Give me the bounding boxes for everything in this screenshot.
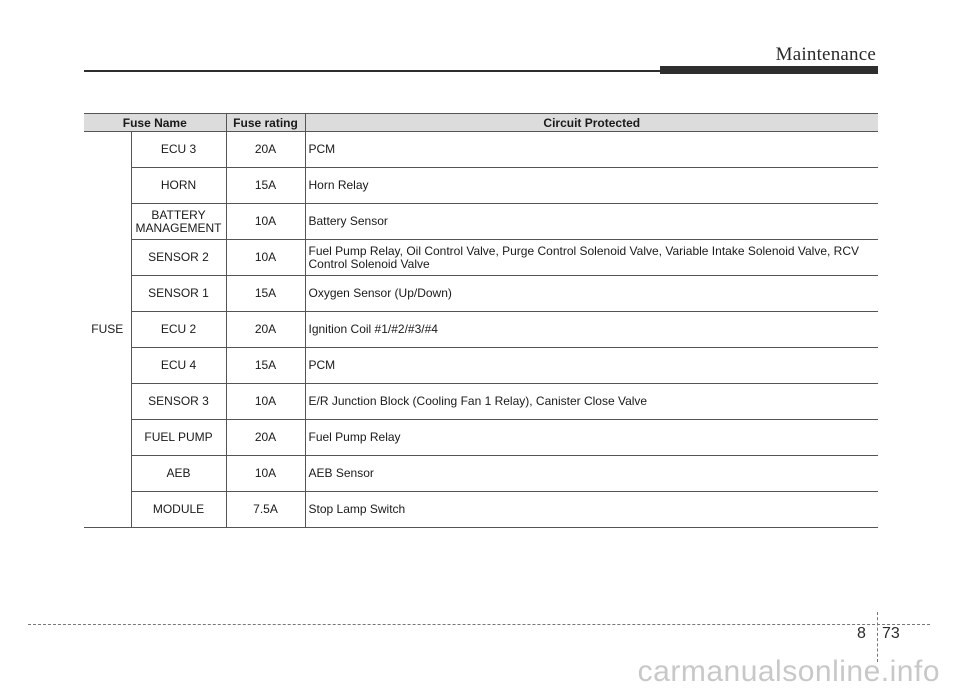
- circuit-protected-cell: Oxygen Sensor (Up/Down): [305, 276, 878, 312]
- fuse-rating-cell: 10A: [226, 384, 305, 420]
- column-header-fuse-name: Fuse Name: [84, 114, 226, 132]
- fuse-name-cell: SENSOR 1: [131, 276, 226, 312]
- fuse-name-cell: MODULE: [131, 492, 226, 528]
- table-row: [84, 204, 878, 240]
- fuse-name-cell: ECU 4: [131, 348, 226, 384]
- table-header-row: [84, 114, 878, 132]
- fuse-rating-cell: 15A: [226, 276, 305, 312]
- circuit-protected-cell: Fuel Pump Relay, Oil Control Valve, Purge Control Solenoid Valve, Variable Intake Solenoid Valve, RCV Control Solenoid Valve: [305, 240, 878, 276]
- circuit-protected-cell: Ignition Coil #1/#2/#3/#4: [305, 312, 878, 348]
- table-row: [84, 420, 878, 456]
- fuse-table: [84, 113, 878, 528]
- table-row: [84, 384, 878, 420]
- fuse-name-cell: SENSOR 3: [131, 384, 226, 420]
- table-row: [84, 492, 878, 528]
- header-accent-bar: [660, 66, 878, 74]
- table-row: [84, 348, 878, 384]
- watermark: carmanualsonline.info: [637, 655, 940, 688]
- fuse-rating-cell: 20A: [226, 312, 305, 348]
- circuit-protected-cell: AEB Sensor: [305, 456, 878, 492]
- section-title: Maintenance: [775, 44, 876, 65]
- fuse-rating-cell: 20A: [226, 132, 305, 168]
- table-body: [84, 132, 878, 528]
- footer-rule: [28, 624, 930, 625]
- fuse-name-cell: HORN: [131, 168, 226, 204]
- fuse-name-cell: SENSOR 2: [131, 240, 226, 276]
- table-row: [84, 168, 878, 204]
- fuse-rating-cell: 10A: [226, 204, 305, 240]
- fuse-name-cell: ECU 2: [131, 312, 226, 348]
- circuit-protected-cell: Fuel Pump Relay: [305, 420, 878, 456]
- table-row: [84, 240, 878, 276]
- chapter-number: 8: [857, 625, 866, 642]
- circuit-protected-cell: Battery Sensor: [305, 204, 878, 240]
- circuit-protected-cell: Horn Relay: [305, 168, 878, 204]
- fuse-name-cell: BATTERY MANAGEMENT: [131, 204, 226, 240]
- column-header-circuit-protected: Circuit Protected: [305, 114, 878, 132]
- fuse-rating-cell: 20A: [226, 420, 305, 456]
- fuse-name-cell: ECU 3: [131, 132, 226, 168]
- table-row: [84, 132, 878, 168]
- fuse-rating-cell: 15A: [226, 168, 305, 204]
- table-row: [84, 456, 878, 492]
- header-rule: [84, 70, 660, 72]
- fuse-group-label: FUSE: [84, 132, 131, 528]
- fuse-rating-cell: 10A: [226, 456, 305, 492]
- circuit-protected-cell: PCM: [305, 132, 878, 168]
- page-number: 73: [882, 625, 900, 642]
- fuse-rating-cell: 15A: [226, 348, 305, 384]
- table-row: [84, 312, 878, 348]
- fuse-rating-cell: 7.5A: [226, 492, 305, 528]
- column-header-fuse-rating: Fuse rating: [226, 114, 305, 132]
- table-row: [84, 276, 878, 312]
- circuit-protected-cell: PCM: [305, 348, 878, 384]
- circuit-protected-cell: E/R Junction Block (Cooling Fan 1 Relay), Canister Close Valve: [305, 384, 878, 420]
- fuse-rating-cell: 10A: [226, 240, 305, 276]
- circuit-protected-cell: Stop Lamp Switch: [305, 492, 878, 528]
- fuse-name-cell: AEB: [131, 456, 226, 492]
- fuse-name-cell: FUEL PUMP: [131, 420, 226, 456]
